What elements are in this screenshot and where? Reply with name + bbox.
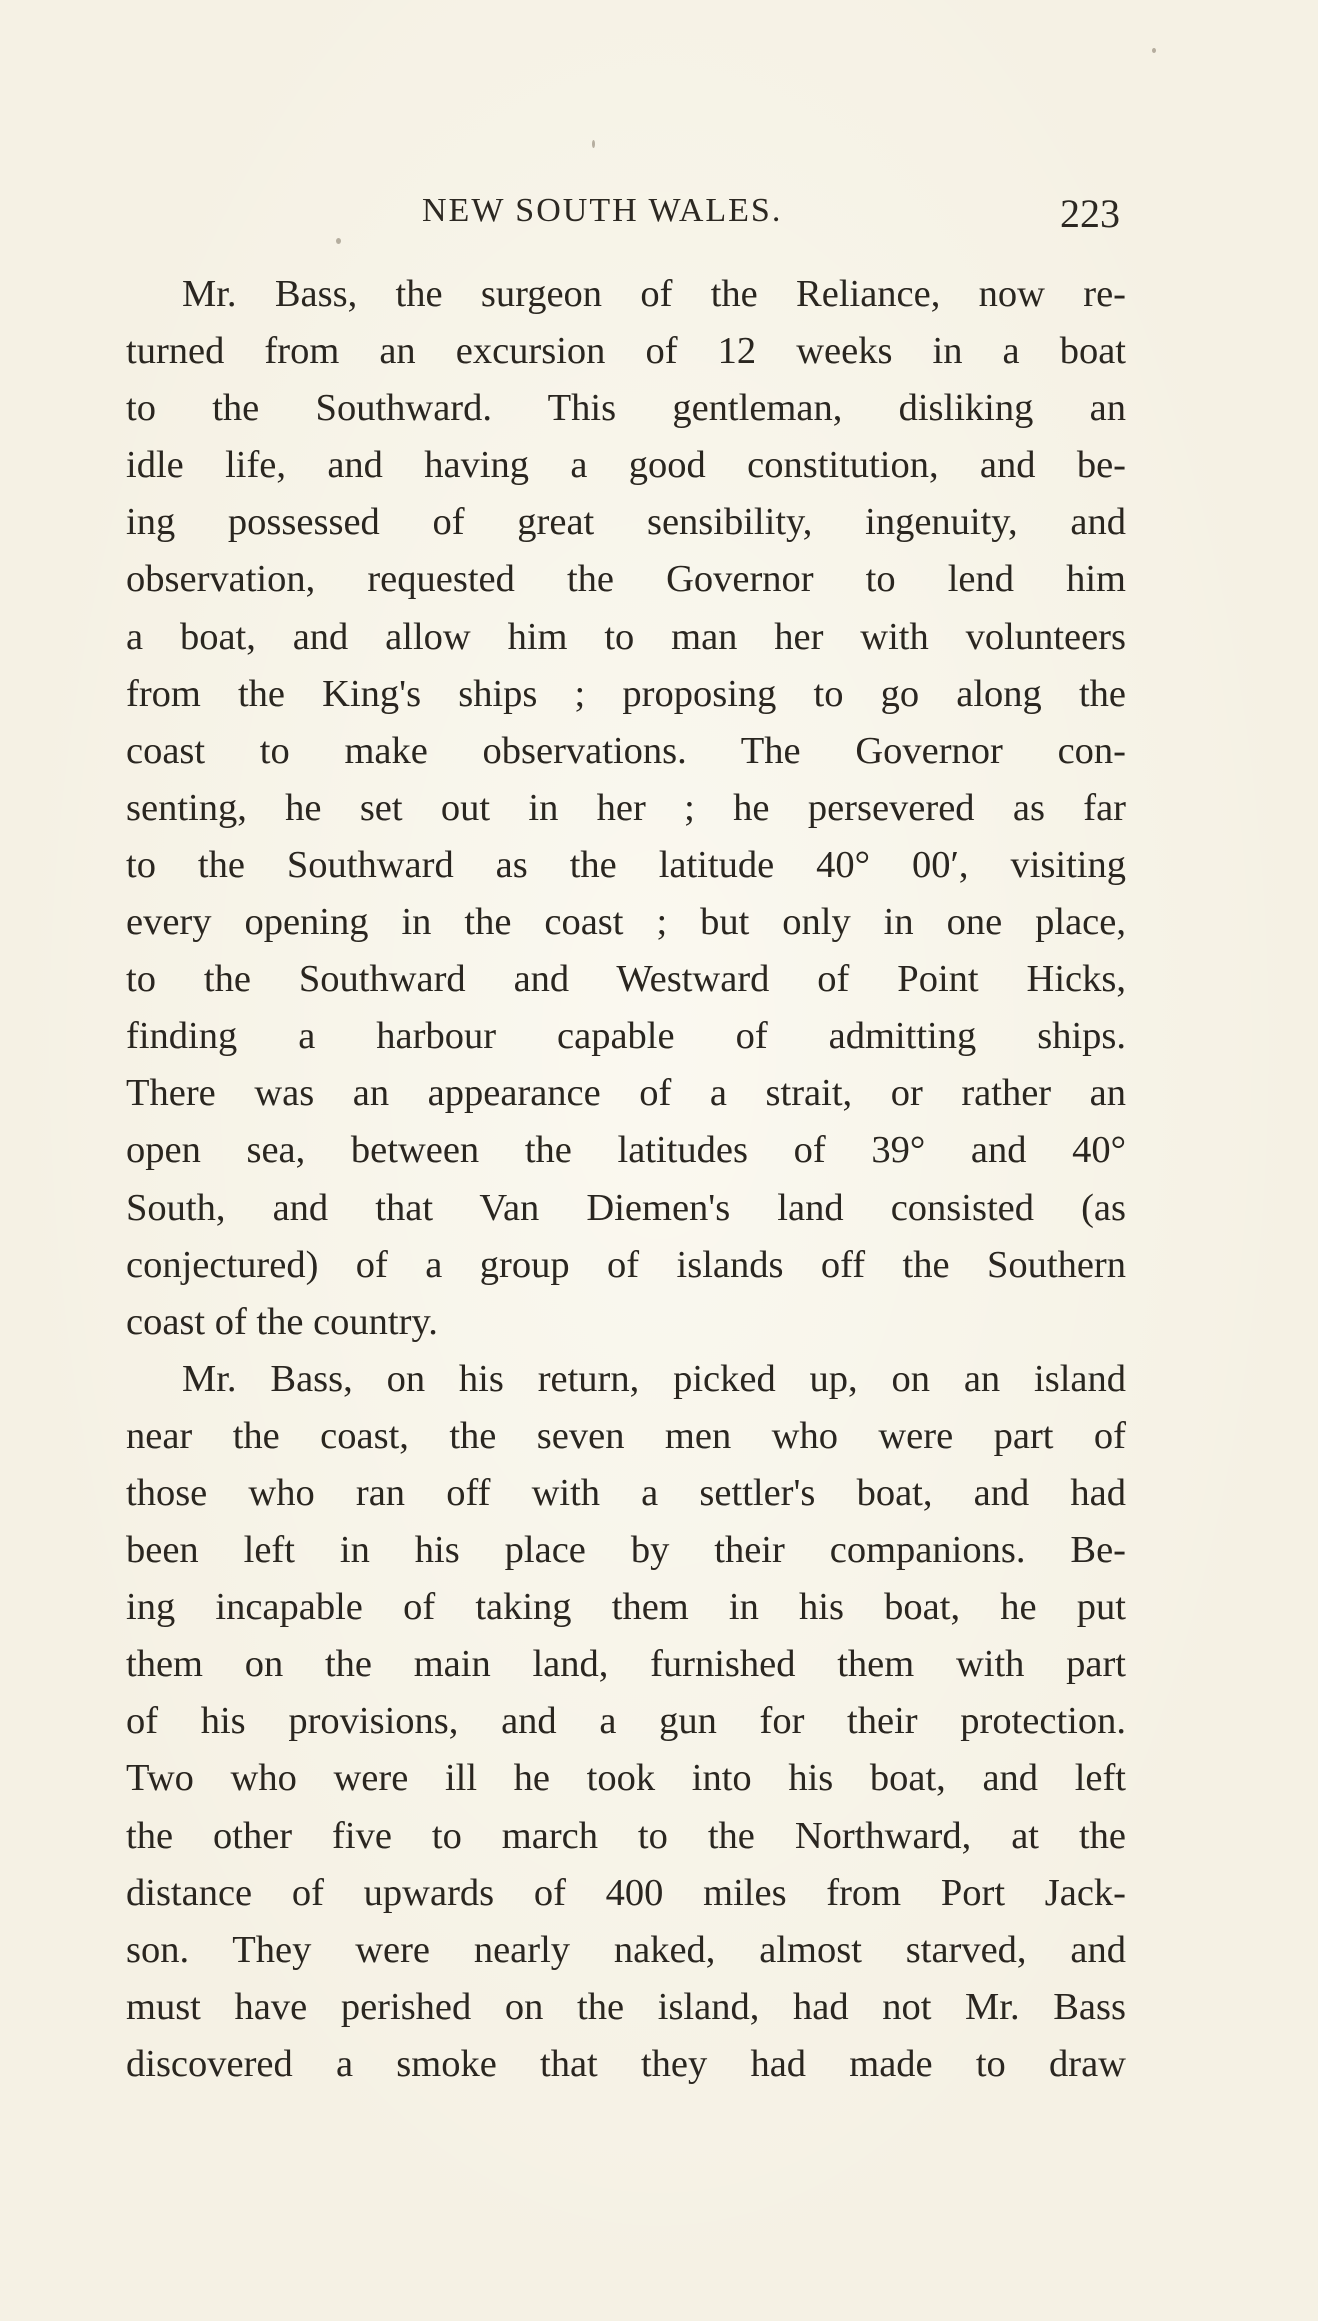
text-line: them on the main land, furnished them with part: [126, 1643, 1126, 1686]
text-line: been left in his place by their companions. Be-: [126, 1529, 1126, 1572]
text-line: must have perished on the island, had not Mr. Bass: [126, 1985, 1126, 2028]
text-line: every opening in the coast ; but only in one place,: [126, 901, 1126, 944]
body-text: [126, 266, 1126, 2093]
text-line: observation, requested the Governor to lend him: [126, 558, 1126, 601]
text-line: coast of the country.: [126, 1300, 438, 1343]
ink-speck: [336, 238, 341, 244]
text-line: idle life, and having a good constitution, and be-: [126, 444, 1126, 487]
text-line: of his provisions, and a gun for their protection.: [126, 1700, 1126, 1743]
text-line: to the Southward as the latitude 40° 00′, visiting: [126, 843, 1126, 886]
text-line: finding a harbour capable of admitting ships.: [126, 1015, 1126, 1058]
text-line: Mr. Bass, on his return, picked up, on an island: [182, 1357, 1126, 1400]
text-line: South, and that Van Diemen's land consisted (as: [126, 1186, 1126, 1229]
running-title: NEW SOUTH WALES.: [422, 192, 783, 229]
text-line: Two who were ill he took into his boat, and left: [126, 1757, 1126, 1800]
text-line: near the coast, the seven men who were part of: [126, 1414, 1126, 1457]
text-line: ing incapable of taking them in his boat, he put: [126, 1586, 1126, 1629]
ink-speck: [592, 140, 595, 148]
text-line: the other five to march to the Northward, at the: [126, 1814, 1126, 1857]
text-line: coast to make observations. The Governor con-: [126, 729, 1126, 772]
text-line: discovered a smoke that they had made to draw: [126, 2042, 1126, 2085]
text-line: distance of upwards of 400 miles from Port Jack-: [126, 1871, 1126, 1914]
text-line: conjectured) of a group of islands off the Southern: [126, 1243, 1126, 1286]
text-line: ing possessed of great sensibility, ingenuity, and: [126, 501, 1126, 544]
ink-speck: [1152, 48, 1156, 53]
text-line: Mr. Bass, the surgeon of the Reliance, now re-: [182, 273, 1126, 315]
text-line: There was an appearance of a strait, or rather an: [126, 1072, 1126, 1115]
page-number: 223: [1060, 191, 1120, 236]
text-line: to the Southward. This gentleman, disliking an: [126, 387, 1126, 430]
text-line: open sea, between the latitudes of 39° and 40°: [126, 1129, 1126, 1172]
running-head: [120, 192, 1120, 242]
text-line: turned from an excursion of 12 weeks in a boat: [126, 330, 1126, 373]
text-line: those who ran off with a settler's boat, and had: [126, 1471, 1126, 1514]
text-line: a boat, and allow him to man her with volunteers: [126, 615, 1126, 658]
text-line: from the King's ships ; proposing to go along the: [126, 672, 1126, 715]
text-line: son. They were nearly naked, almost starved, and: [126, 1928, 1126, 1971]
text-line: to the Southward and Westward of Point Hicks,: [126, 958, 1126, 1001]
text-line: senting, he set out in her ; he persevered as far: [126, 786, 1126, 829]
